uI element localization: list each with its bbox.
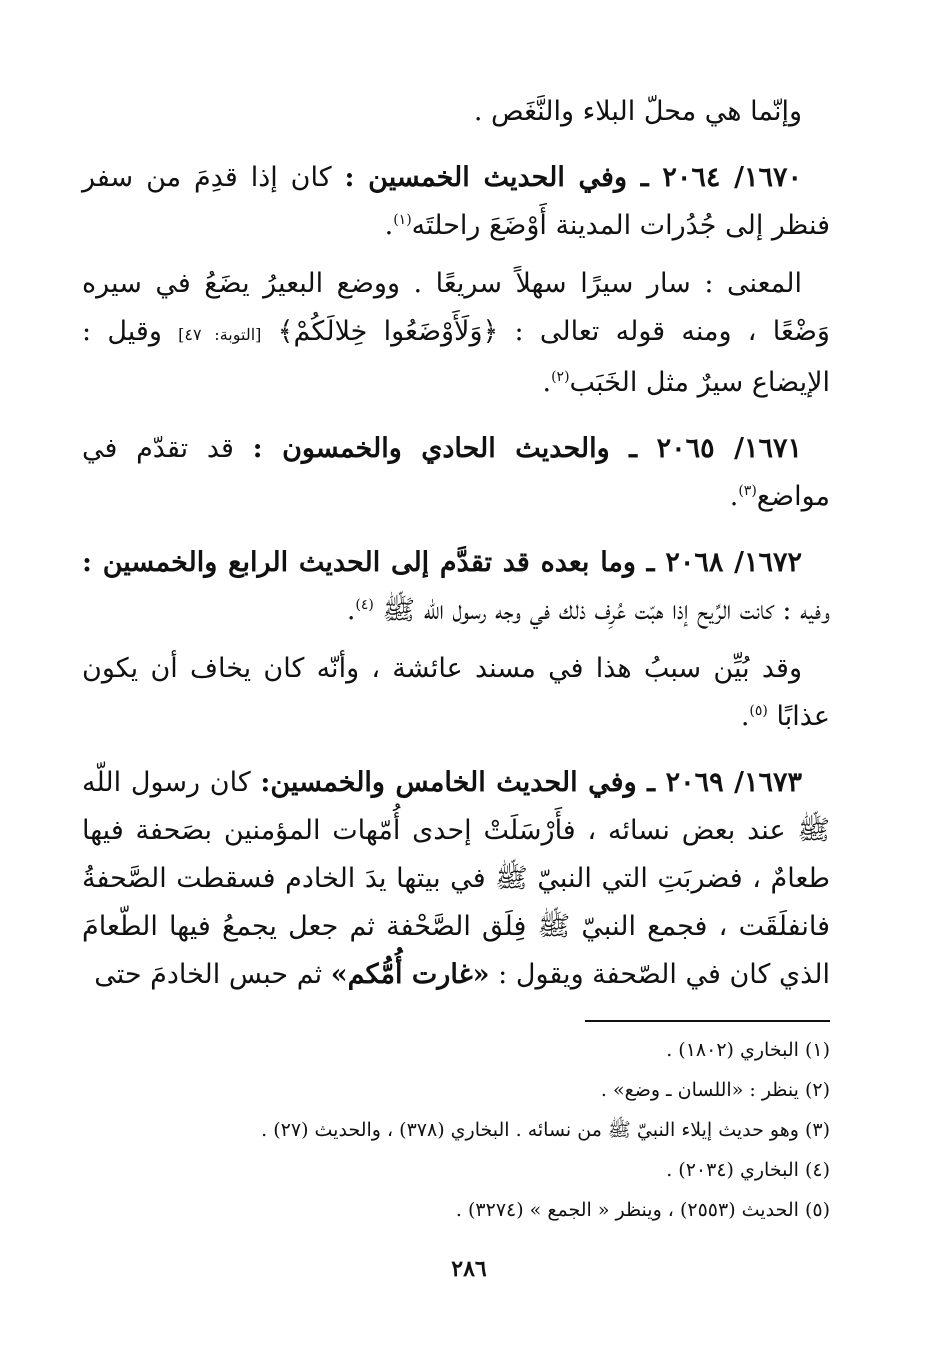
footnote-4: (٤) البخاري (٢٠٣٤) . (666, 1159, 830, 1181)
paragraph-text: كان إذا قدِمَ من سفر فنظر إلى جُدُرات المدينة أَوْضَعَ راحلتَه (82, 162, 830, 241)
hadith-1670 (82, 154, 830, 250)
paragraph-text: المعنى : سار سيرًا سهلاً سريعًا . ووضع البعيرُ يضَعُ في سيره وَضْعًا ، ومنه قوله تعالى : ﴿وَلَأَوْضَعُوا خِلالَكُمْ﴾ (82, 268, 830, 347)
hadith-heading: ١٦٧٢/ ٢٠٦٨ ـ وما بعده قد تقدَّم إلى الحديث الرابع والخمسين : (82, 547, 803, 578)
paragraph-continuation (82, 88, 830, 136)
quran-reference: [التوبة: ٤٧] (178, 325, 262, 344)
hadith-heading: ١٦٧٠/ ٢٠٦٤ ـ وفي الحديث الخمسين : (344, 162, 802, 193)
footnote-1: (١) البخاري (١٨٠٢) . (666, 1039, 830, 1061)
explanation-paragraph (82, 645, 830, 741)
hadith-1671 (82, 425, 830, 521)
footnote-marker: (٥) (749, 703, 768, 719)
hadith-heading: ١٦٧٣/ ٢٠٦٩ ـ وفي الحديث الخامس والخمسين: (260, 767, 802, 798)
paragraph-text: قد تقدّم في مواضع (82, 433, 830, 512)
hadith-1672 (82, 539, 830, 635)
footnote-marker: (٢) (551, 369, 570, 385)
page-number: ٢٨٦ (451, 1256, 487, 1282)
footnotes (108, 1030, 830, 1230)
footnote-marker: (٣) (738, 483, 757, 499)
footnote-divider (585, 1020, 830, 1022)
footnote-5: (٥) الحديث (٢٥٥٣) ، وينظر « الجمع » (٣٢٧٤) . (455, 1199, 830, 1221)
sentence-end: . (729, 481, 739, 512)
footnote-3: (٣) وهو حديث إيلاء النبيّ ﷺ من نسائه . البخاري (٣٧٨) ، والحديث (٢٧) . (261, 1119, 830, 1141)
footnote-marker: (٤) (355, 597, 374, 613)
paragraph-text: وفيه : كانت الرِّيح إذا هبّت عُرِف ذلك في وجه رسول اللّه ﷺ (373, 595, 830, 626)
sentence-end: . (740, 701, 750, 732)
paragraph-text-continued: وقيل : الإيضاع سيرٌ مثل الخَبَب (82, 316, 830, 398)
hadith-heading: ١٦٧١/ ٢٠٦٥ ـ والحديث الحادي والخمسون : (252, 433, 802, 464)
sentence-end: . (542, 367, 552, 398)
paragraph-text: وقد بُيِّن سببُ هذا في مسند عائشة ، وأنّه كان يخاف أن يكون عذابًا (82, 653, 830, 732)
sentence-end: . (384, 210, 394, 241)
hadith-1673 (82, 759, 830, 999)
footnote-marker: (١) (393, 212, 412, 228)
paragraph-text-continued: ثم حبس الخادمَ حتى (94, 959, 331, 990)
explanation-paragraph (82, 260, 830, 407)
paragraph-text: وإنّما هي محلّ البلاء والنَّغَص . (473, 96, 802, 127)
paragraph-text: كان رسول اللّه ﷺ عند بعض نسائه ، فأَرْسَلَتْ إحدى أُمّهات المؤمنين بصَحفة فيها طعامٌ ، فضربَتِ التي النبيّ ﷺ في بيتها يدَ الخادم فسقطت الصَّحفةُ فانفلَقَت ، فجمع النبيّ ﷺ فِلَق الصَّحْفة ثم جعل يجمعُ فيها الطّعامَ الذي كان في الصّحفة ويقول : (82, 767, 830, 990)
sentence-end: . (346, 595, 356, 626)
footnote-2: (٢) ينظر : «اللسان ـ وضع» . (600, 1079, 830, 1101)
quoted-saying: «غارت أُمُّكم» (330, 959, 490, 990)
main-text (82, 88, 830, 1009)
